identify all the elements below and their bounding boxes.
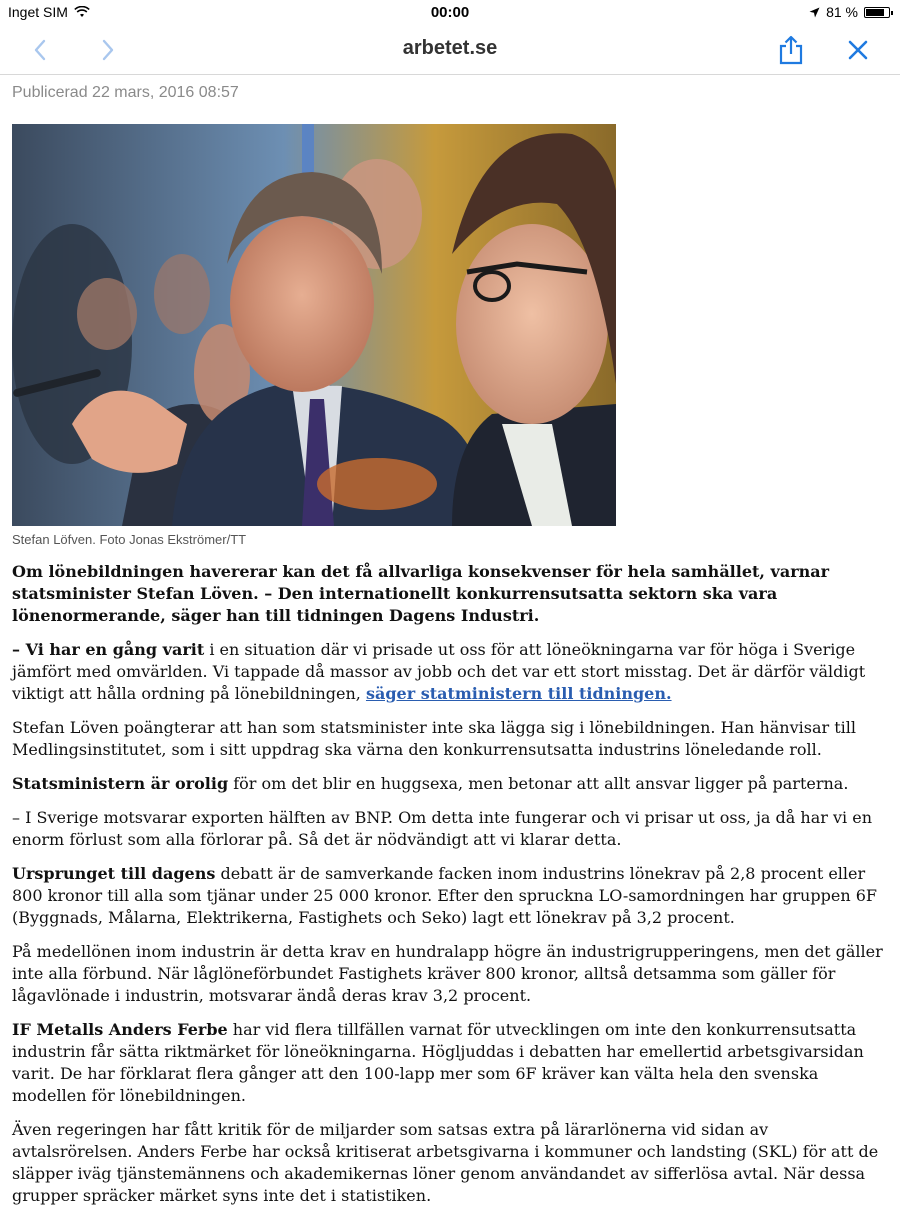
paragraph-3-intro: Statsministern är orolig: [12, 774, 229, 793]
browser-nav-bar: [0, 24, 900, 75]
location-arrow-icon: [809, 7, 820, 18]
carrier-label: Inget SIM: [8, 4, 68, 20]
paragraph-2: Stefan Löven poängterar att han som statsminister inte ska lägga sig i lönebildningen. Han hänvisar till Medlingsinstitutet, som i sitt uppdrag ska värna den konkurrensutsatta industrins löneledande roll.: [12, 718, 857, 759]
status-bar: [0, 0, 900, 24]
paragraph-7-text: har vid flera tillfällen varnat för utvecklingen om inte den konkurrensutsatta industrin får sätta riktmärket för löneökningarna. Högljuddas i debatten har emellertid arbetsgivarsidan varit. De har förklarat flera gånger att den 100-lapp mer som 6F kräver kan välta hela den svenska modellen för lönebildningen.: [12, 1020, 864, 1105]
page-domain-title: arbetet.se: [402, 37, 498, 59]
paragraph-7-intro: IF Metalls Anders Ferbe: [12, 1020, 228, 1039]
photo-illustration: [12, 124, 616, 526]
close-icon: [848, 40, 868, 60]
status-time: 00:00: [430, 4, 470, 21]
battery-icon: [864, 7, 890, 18]
share-icon: [778, 35, 804, 65]
source-link[interactable]: säger statministern till tidningen.: [365, 684, 672, 703]
paragraph-4: – I Sverige motsvarar exporten hälften av BNP. Om detta inte fungerar och vi prisar ut oss, ja då har vi en enorm förlust som alla förlorar på. Så det är nödvändigt att vi klarar detta.: [12, 808, 873, 849]
paragraph-1-text: i en situation där vi prisade ut oss för att löneökningarna var för höga i Sverige jämfört med omvärlden. Vi tappade då massor av jobb och det var ett stort misstag. Det är därför väldigt viktigt att hålla ordning på lönebildningen,: [12, 640, 866, 703]
paragraph-8: Även regeringen har fått kritik för de miljarder som satsas extra på lärarlönerna vid sidan av avtalsrörelsen. Anders Ferbe har också kritiserat arbetsgivarna i kommuner och landsting (SKL) för att de släpper iväg tjänstemännens och akademikernas löner genom användandet av sifferlösa avtal. När dessa grupper spräcker märket syns inte det i statistiken.: [12, 1120, 879, 1205]
paragraph-3: [12, 773, 888, 795]
close-button[interactable]: [840, 32, 876, 68]
paragraph-1: [12, 639, 888, 705]
article: [12, 76, 888, 1219]
paragraph-7: [12, 1019, 888, 1107]
article-photo: [12, 124, 616, 526]
paragraph-3-text: för om det blir en huggsexa, men betonar att allt ansvar ligger på parterna.: [228, 774, 849, 793]
paragraph-5-text: debatt är de samverkande facken inom industrins lönekrav på 2,8 procent eller 800 kronor till alla som tjänar under 25 000 kronor. Efter den spruckna LO-samordningen har gruppen 6F (Byggnads, Målarna, Elektrikerna, Fastighets och Seko) lagt ett lönekrav på 3,2 procent.: [12, 864, 877, 927]
status-right: [809, 4, 890, 20]
paragraph-6: På medellönen inom industrin är detta krav en hundralapp högre än industrigrupperingens, men det gäller inte alla förbund. När låglöneförbundet Fastighets kräver 800 kronor, alltså detsamma som gäller för lågavlönade i industrin, motsvarar ändå deras krav 3,2 procent.: [12, 942, 883, 1005]
share-button[interactable]: [773, 32, 809, 68]
paragraph-5: [12, 863, 888, 929]
paragraph-1-intro: – Vi har en gång varit: [12, 640, 205, 659]
paragraph-5-intro: Ursprunget till dagens: [12, 864, 216, 883]
battery-percent: 81 %: [826, 4, 858, 20]
photo-caption: Stefan Löfven. Foto Jonas Ekströmer/TT: [12, 532, 247, 547]
article-lead: Om lönebildningen havererar kan det få allvarliga konsekvenser för hela samhället, varnar statsminister Stefan Löven. – Den internationellt konkurrensutsatta sektorn ska vara lönenormerande, säger han till tidningen Dagens Industri.: [12, 562, 830, 625]
publish-date: Publicerad 22 mars, 2016 08:57: [12, 84, 239, 101]
